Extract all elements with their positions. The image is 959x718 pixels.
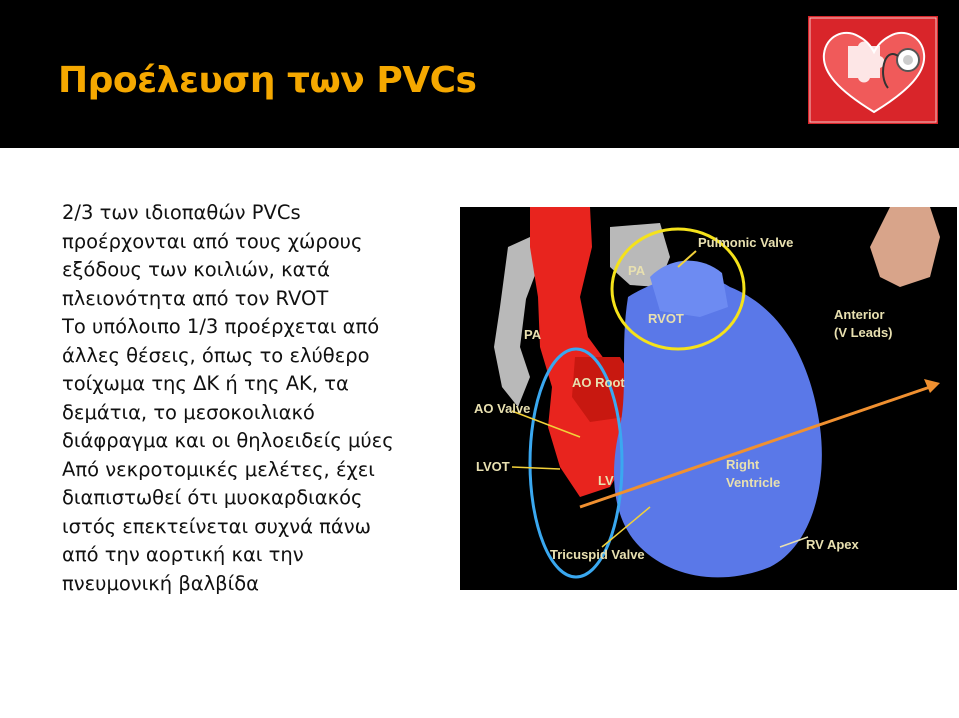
body-line: 2/3 των ιδιοπαθών PVCs [62,201,301,224]
body-line: εξόδους των κοιλιών, κατά [62,258,331,281]
body-line: Το υπόλοιπο 1/3 προέρχεται από [62,315,380,338]
label-tricuspid-valve: Tricuspid Valve [550,547,645,562]
rvot-shape [650,261,728,317]
heart-puzzle-logo [808,16,938,124]
label-rv-apex: RV Apex [806,537,859,552]
label-pa-top: PA [628,263,646,278]
body-line: δεμάτια, το μεσοκοιλιακό [62,400,315,424]
label-lv: LV [598,473,614,488]
label-rvot: RVOT [648,311,684,326]
label-ao-valve: AO Valve [474,401,531,416]
body-line: πλειονότητα από τον RVOT [62,286,329,310]
body-line: διαπιστωθεί ότι μυοκαρδιακός [62,486,363,509]
body-line: διάφραγμα και οι θηλοειδείς μύες [62,429,394,452]
body-line: από την αορτική και την [62,543,304,566]
label-pa-left: PA [524,327,542,342]
label-pulmonic-valve: Pulmonic Valve [698,235,794,250]
label-right-ventricle-line2: Ventricle [726,475,781,490]
body-line: τοίχωμα της ΔΚ ή της ΑΚ, τα [62,372,349,395]
body-text [62,199,452,598]
label-anterior-line1: Anterior [834,307,885,322]
body-line: Από νεκροτομικές μελέτες, έχει [62,457,375,481]
heart-anatomy-svg [460,207,957,590]
label-anterior-line2: (V Leads) [834,325,893,340]
body-line: άλλες θέσεις, όπως το ελύθερο [62,343,370,367]
heart-anatomy-figure [460,207,957,590]
body-line: ιστός επεκτείνεται συχνά πάνω [62,514,371,538]
label-ao-root: AO Root [572,375,625,390]
slide-title: Προέλευση των PVCs [58,60,477,101]
label-lvot: LVOT [476,459,510,474]
body-line: προέρχονται από τους χώρους [62,229,363,253]
label-right-ventricle-line1: Right [726,457,760,472]
body-line: πνευμονική βαλβίδα [62,571,259,595]
